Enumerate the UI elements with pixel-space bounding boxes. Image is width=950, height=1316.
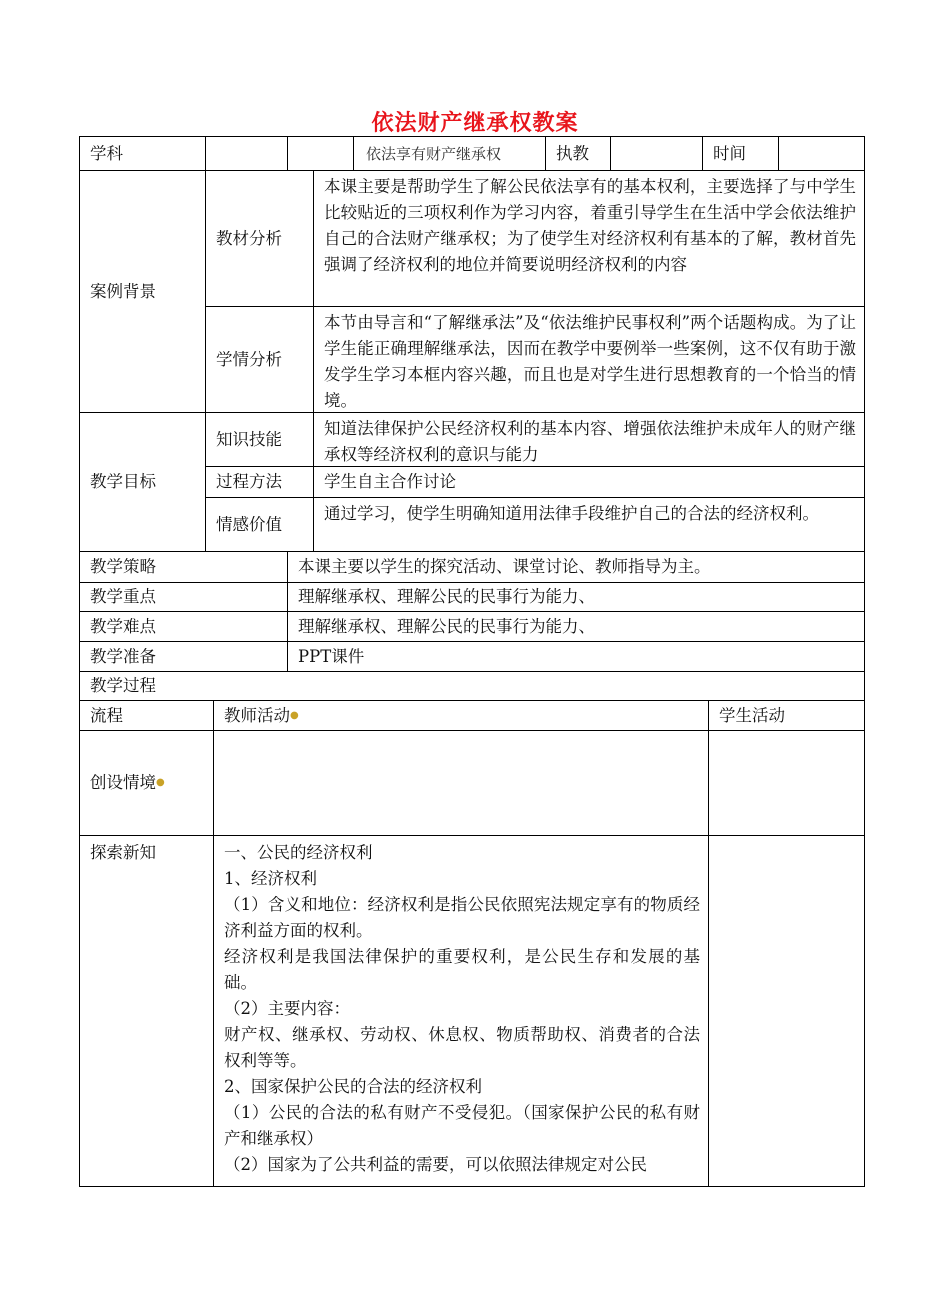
stage-explore-new: 探索新知 [90,843,156,862]
knowledge-label: 知识技能 [216,429,282,449]
content-line: （2）主要内容： [224,999,350,1018]
emotion-value-text: 通过学习，使学生明确知道用法律手段维护自己的合法的经济权利。 [324,504,819,523]
material-analysis-label: 教材分析 [216,228,282,248]
difficulty-label: 教学难点 [90,616,156,636]
subject-value [206,137,287,170]
teacher-activity-content [214,836,708,1186]
col-flow-header: 流程 [90,705,123,725]
emotion-value-label: 情感价值 [216,514,282,534]
goals-label: 教学目标 [90,472,156,491]
content-line: 经济权利是我国法律保护的重要权利，是公民生存和发展的基础。 [224,947,700,992]
time-label: 时间 [713,143,746,163]
material-analysis-text: 本课主要是帮助学生了解公民依法享有的基本权利，主要选择了与中学生比较贴近的三项权利作为学习内容，着重引导学生在生活中学会依法维护自己的合法财产继承权；为了使学生对经济权利有基本的了解，教材首先强调了经济权利的地位并简要说明经济权利的内容 [324,177,856,274]
strategy-text: 本课主要以学生的探究活动、课堂讨论、教师指导为主。 [298,557,711,576]
content-line: 财产权、继承权、劳动权、休息权、物质帮助权、消费者的合法权利等等。 [224,1025,700,1070]
content-line: （1）含义和地位：经济权利是指公民依照宪法规定享有的物质经济利益方面的权利。 [224,895,700,940]
teacher-value [611,137,702,170]
stage-create-situation: 创设情境 ● [90,773,165,792]
process-method-text: 学生自主合作讨论 [324,472,456,491]
student-analysis-text: 本节由导言和“了解继承法”及“依法维护民事权利”两个话题构成。为了让学生能正确理解继承法，因而在教学中要例举一些案例，这不仅有助于激发学生学习本框内容兴趣，而且也是对学生进行思想教育的一个恰当的情境。 [324,313,856,410]
time-value [779,137,864,170]
process-section-label: 教学过程 [90,676,156,695]
teacher-activity-cell [214,731,708,835]
content-line: 2、国家保护公民的合法的经济权利 [224,1077,482,1096]
preparation-text: PPT课件 [298,646,365,666]
key-point-text: 理解继承权、理解公民的民事行为能力、 [298,587,595,606]
student-analysis-label: 学情分析 [216,349,282,369]
student-activity-cell [709,836,864,1186]
subject-label: 学科 [90,143,123,163]
teacher-label: 执教 [556,143,589,163]
content-line: 一、公民的经济权利 [224,843,373,862]
content-line: （1）公民的合法的私有财产不受侵犯。（国家保护公民的私有财产和继承权） [224,1103,700,1148]
key-point-label: 教学重点 [90,587,156,606]
content-line: 1、经济权利 [224,869,317,888]
process-method-label: 过程方法 [216,472,282,491]
content-line: （2）国家为了公共利益的需要，可以依照法律规定对公民 [224,1155,647,1174]
student-activity-cell [709,731,864,835]
difficulty-text: 理解继承权、理解公民的民事行为能力、 [298,616,595,636]
topic-title: 依法享有财产继承权 [366,144,502,163]
col-student-header: 学生活动 [719,705,785,725]
preparation-label: 教学准备 [90,646,156,666]
document-title: 依法财产继承权教案 [371,111,579,136]
col-teacher-header: 教师活动 ● [224,705,299,725]
strategy-label: 教学策略 [90,557,156,576]
background-label: 案例背景 [90,281,156,301]
knowledge-text: 知道法律保护公民经济权利的基本内容、增强依法维护未成年人的财产继承权等经济权利的意识与能力 [324,419,856,464]
